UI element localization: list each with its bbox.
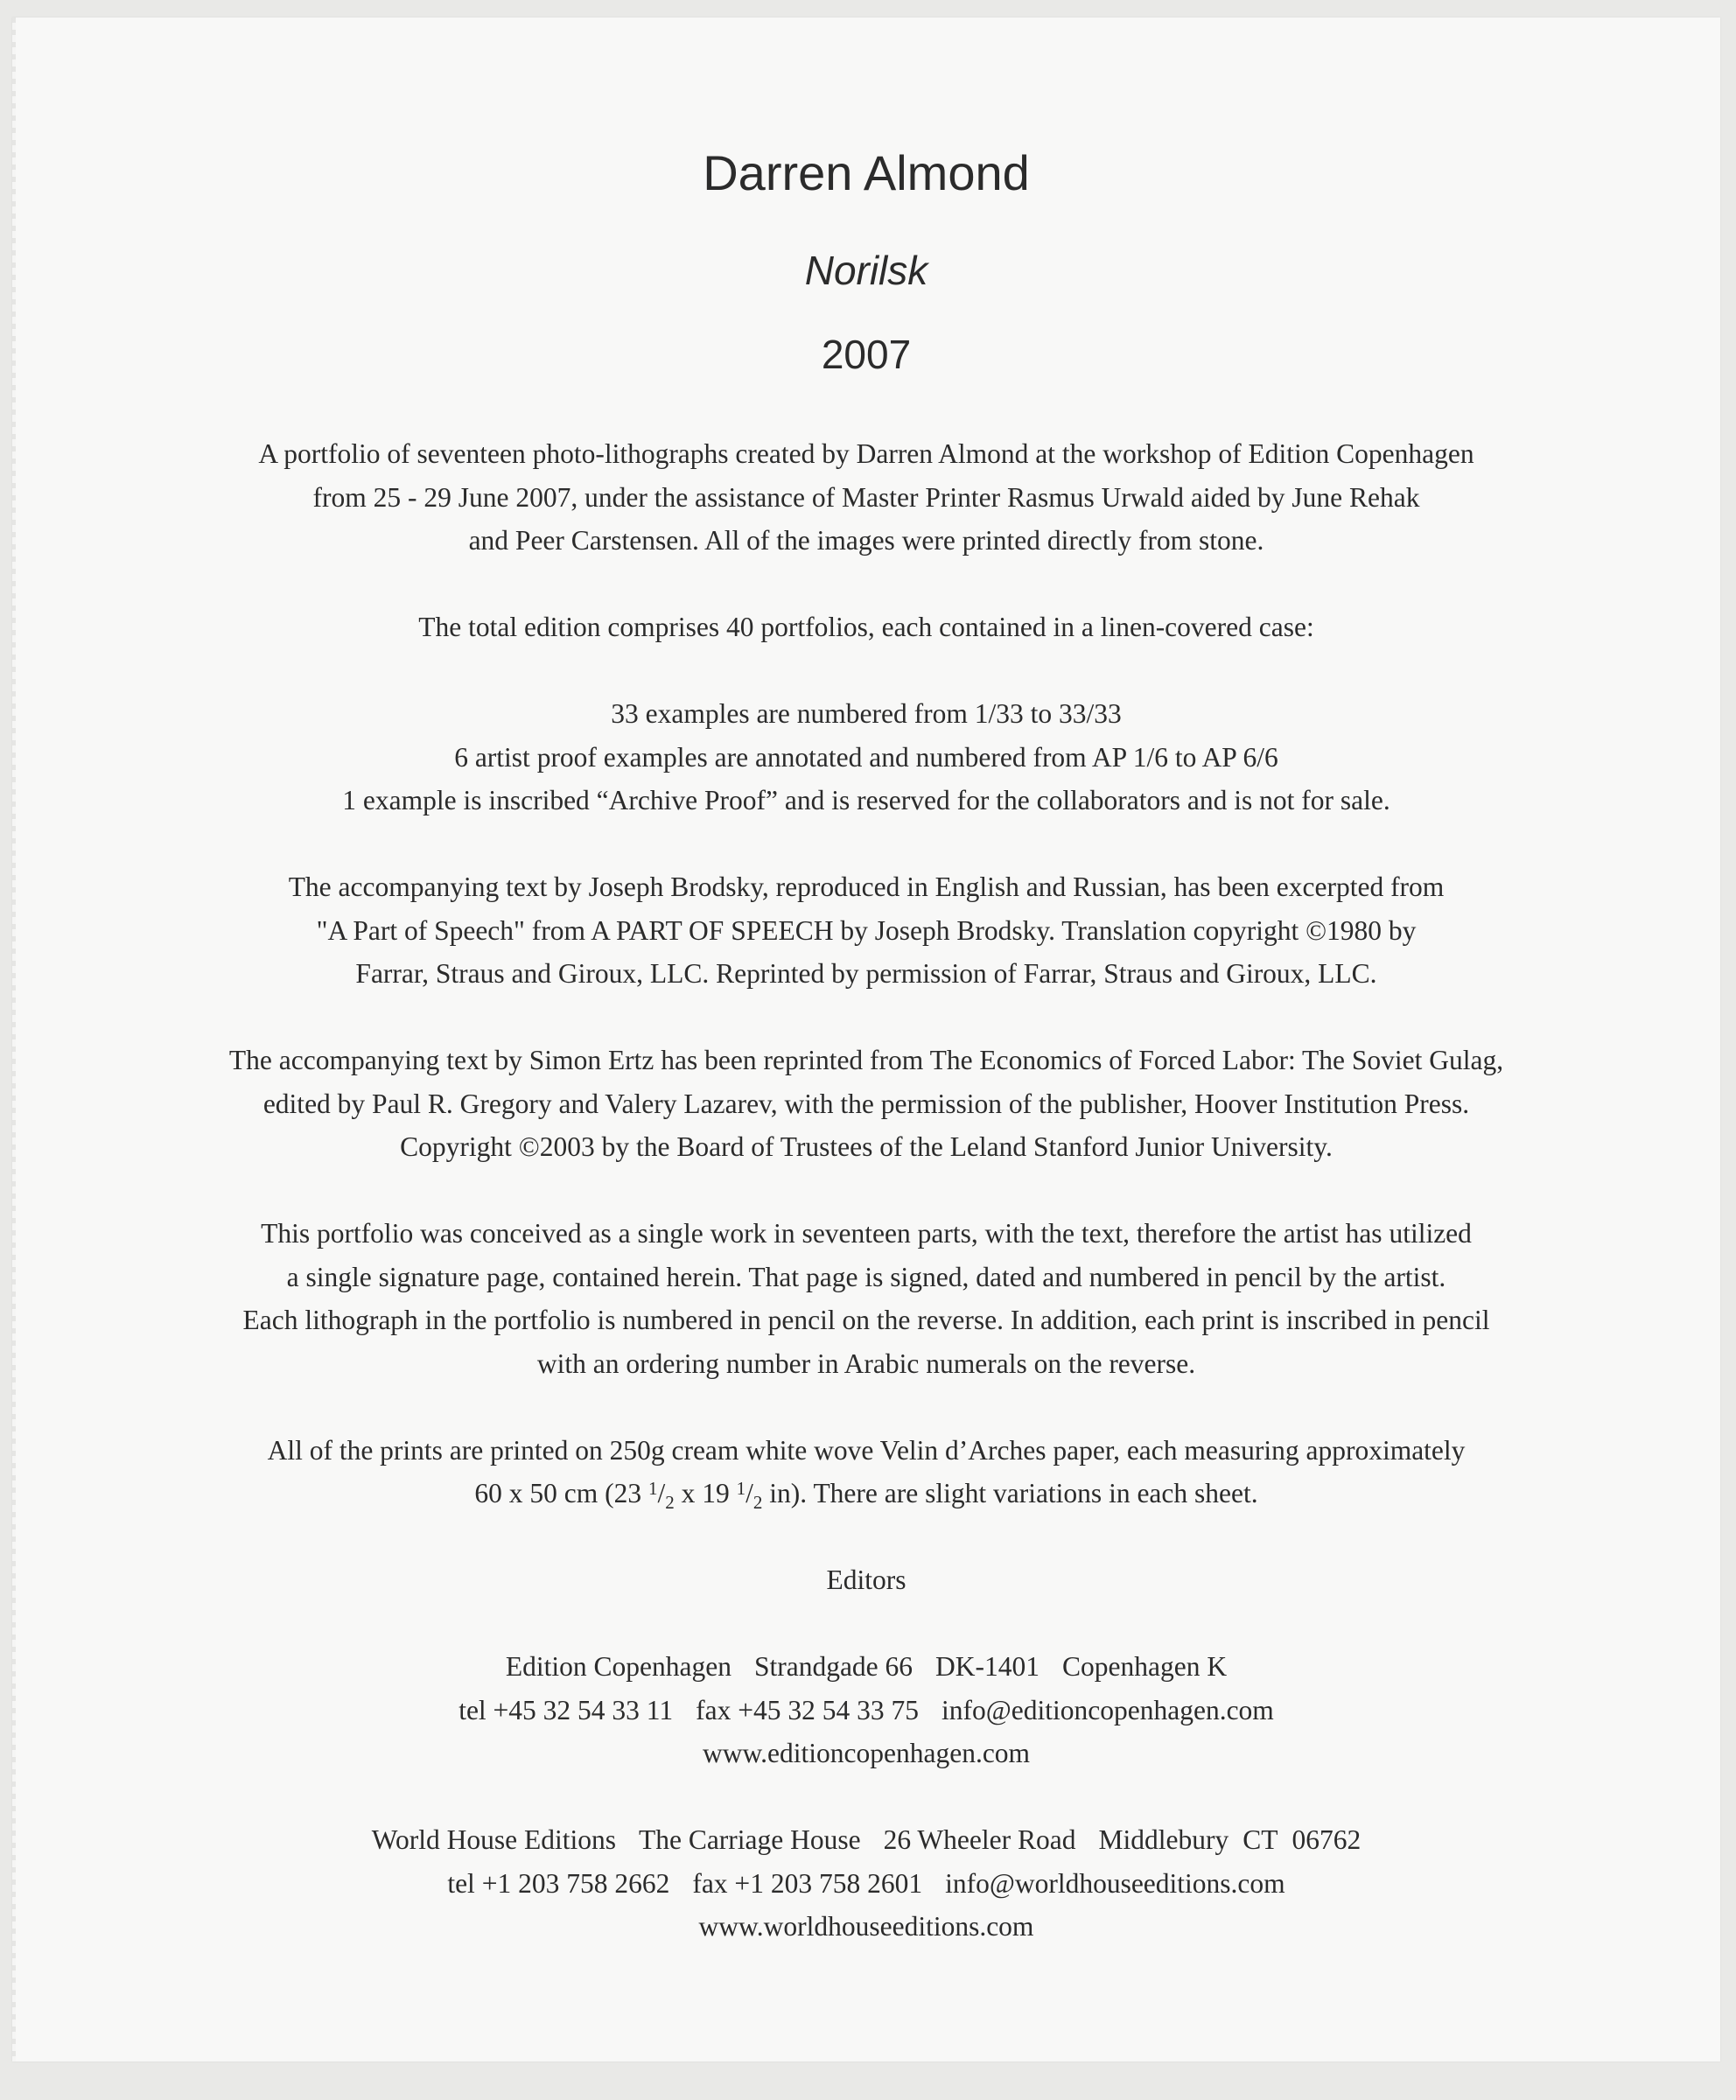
signature-paragraph <box>12 1212 1720 1385</box>
text-line: a single signature page, contained herein. That page is signed, dated and numbered in pencil by the artist. <box>286 1261 1446 1292</box>
text-line: This portfolio was conceived as a single work in seventeen parts, with the text, therefore the artist has utilized <box>261 1218 1472 1249</box>
numbering-paragraph <box>12 692 1720 822</box>
street: Strandgade 66 <box>753 1651 914 1682</box>
text-line: 6 artist proof examples are annotated and numbered from AP 1/6 to AP 6/6 <box>454 741 1278 773</box>
edition-paragraph <box>12 606 1720 649</box>
city: Copenhagen K <box>1062 1651 1228 1682</box>
road: 26 Wheeler Road <box>883 1824 1076 1855</box>
dimensions-suffix: in). There are slight variations in each sheet. <box>769 1478 1258 1508</box>
portfolio-title: Norilsk <box>804 248 928 293</box>
email: info@editioncopenhagen.com <box>942 1694 1274 1726</box>
fraction-denominator: 2 <box>752 1492 763 1513</box>
state: CT <box>1242 1824 1278 1855</box>
text-line: The accompanying text by Joseph Brodsky, reproduced in English and Russian, has been excerpted from <box>288 872 1445 902</box>
website: www.editioncopenhagen.com <box>702 1738 1031 1768</box>
text-line: The total edition comprises 40 portfolios, each contained in a linen-covered case: <box>418 612 1314 642</box>
fraction-half: $^1/_2$ <box>736 1478 763 1513</box>
edition-copenhagen-contact <box>12 1645 1720 1775</box>
text-line: A portfolio of seventeen photo-lithographs created by Darren Almond at the workshop of Edition Copenhagen <box>258 438 1474 469</box>
ertz-credit-paragraph <box>12 1039 1720 1169</box>
text-line: "A Part of Speech" from A PART OF SPEECH by Joseph Brodsky. Translation copyright ©1980 by <box>316 914 1417 946</box>
publisher-name: World House Editions <box>371 1824 616 1855</box>
text-line: Copyright ©2003 by the Board of Trustees of the Leland Stanford Junior University. <box>400 1131 1333 1162</box>
text-line: and Peer Carstensen. All of the images were printed directly from stone. <box>468 525 1264 556</box>
dimensions-prefix: 60 x 50 cm (23 <box>474 1478 642 1508</box>
address-line <box>12 1645 1720 1689</box>
text-line: 1 example is inscribed “Archive Proof” and is reserved for the collaborators and is not for sale. <box>342 785 1390 816</box>
paper-paragraph <box>12 1429 1720 1516</box>
fraction-numerator: 1 <box>736 1478 746 1499</box>
email: info@worldhouseeditions.com <box>945 1867 1285 1899</box>
brodsky-credit-paragraph <box>12 865 1720 996</box>
text-line: with an ordering number in Arabic numerals on the reverse. <box>536 1348 1196 1379</box>
street: The Carriage House <box>638 1824 861 1855</box>
dimensions-line <box>12 1472 1720 1516</box>
colophon-body <box>12 432 1720 1992</box>
text-line: edited by Paul R. Gregory and Valery Lazarev, with the permission of the publisher, Hoover Institution Press. <box>262 1088 1470 1119</box>
text-line: Each lithograph in the portfolio is numbered in pencil on the reverse. In addition, each print is inscribed in pencil <box>242 1305 1490 1335</box>
fraction-numerator: 1 <box>648 1478 658 1499</box>
website: www.worldhouseeditions.com <box>698 1911 1034 1942</box>
text-line: 33 examples are numbered from 1/33 to 33/33 <box>611 698 1122 729</box>
city: Middlebury <box>1098 1824 1229 1855</box>
address-line <box>12 1818 1720 1862</box>
text-line: from 25 - 29 June 2007, under the assistance of Master Printer Rasmus Urwald aided by June Rehak <box>312 481 1420 513</box>
text-line: Farrar, Straus and Giroux, LLC. Reprinted by permission of Farrar, Straus and Giroux, LLC. <box>355 958 1377 989</box>
fax: fax +45 32 54 33 75 <box>696 1694 920 1726</box>
telephone: tel +1 203 758 2662 <box>447 1867 670 1899</box>
zip-code: 06762 <box>1292 1824 1362 1855</box>
world-house-contact <box>12 1818 1720 1949</box>
intro-paragraph <box>12 432 1720 563</box>
portfolio-year: 2007 <box>821 332 912 377</box>
postal-code: DK-1401 <box>935 1651 1040 1682</box>
fax: fax +1 203 758 2601 <box>692 1867 923 1899</box>
colophon-sheet <box>12 18 1720 2062</box>
text-line: The accompanying text by Simon Ertz has been reprinted from The Economics of Forced Labor: The Soviet Gulag, <box>228 1045 1504 1075</box>
editors-heading: Editors <box>826 1564 906 1595</box>
artist-name: Darren Almond <box>703 145 1030 200</box>
dimensions-mid: x 19 <box>681 1478 730 1508</box>
contact-line <box>12 1862 1720 1906</box>
text-line: All of the prints are printed on 250g cream white wove Velin d’Arches paper, each measuring approximately <box>267 1434 1466 1466</box>
fraction-denominator: 2 <box>665 1492 675 1513</box>
fraction-half: $^1/_2$ <box>648 1478 675 1513</box>
contact-line <box>12 1689 1720 1732</box>
editors-heading-paragraph <box>12 1558 1720 1602</box>
publisher-name: Edition Copenhagen <box>505 1651 732 1682</box>
telephone: tel +45 32 54 33 11 <box>458 1694 674 1726</box>
